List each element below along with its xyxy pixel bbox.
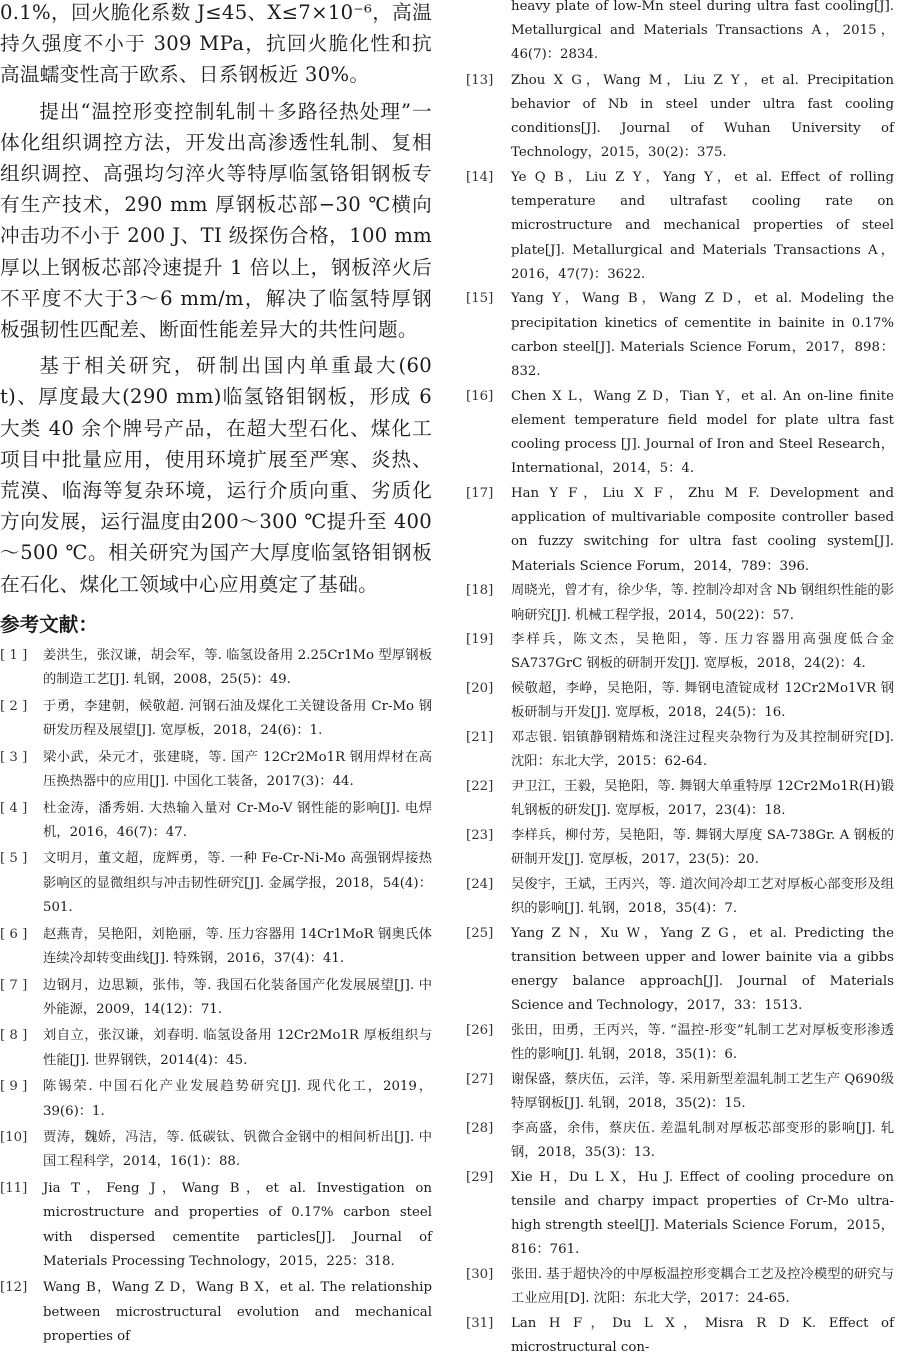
reference-number: [17]: [466, 486, 494, 502]
reference-text: Lan H F，Du L X，Misra R D K. Effect of microstructural con-: [511, 1315, 894, 1356]
reference-text: 张田，田勇，王丙兴，等. “温控-形变”轧制工艺对厚板变形渗透性的影响[J]. 轧钢，2018，35(1)：6.: [511, 1023, 894, 1063]
reference-number: [25]: [466, 925, 494, 941]
reference-item: [466, 287, 894, 384]
reference-number: [ 1 ]: [0, 647, 28, 663]
reference-number: [15]: [466, 291, 494, 307]
reference-number: [29]: [466, 1169, 494, 1185]
reference-number: [14]: [466, 169, 494, 185]
reference-item: [466, 628, 894, 676]
reference-text: 张田. 基于超快冷的中厚板温控形变耦合工艺及控冷模型的研究与工业应用[D]. 沈阳：东北大学，2017：24-65.: [511, 1267, 894, 1307]
reference-item: [466, 1312, 894, 1360]
reference-text: Chen X L，Wang Z D，Tian Y，et al. An on-line finite element temperature field model for plate ultra fast cooling process [J]. Journal of Iron and Steel Research，International，2014，5：4.: [511, 388, 894, 477]
reference-number: [26]: [466, 1023, 494, 1039]
reference-text: 李高盛，余伟，蔡庆伍. 差温轧制对厚板芯部变形的影响[J]. 轧钢，2018，35(3)：13.: [511, 1120, 894, 1161]
reference-text: 杜金涛，潘秀娟. 大热输入量对 Cr-Mo-V 钢性能的影响[J]. 电焊机，2016，46(7)：47.: [43, 800, 432, 840]
reference-text: 尹卫江，王毅，吴艳阳，等. 舞钢大单重特厚 12Cr2Mo1R(H)锻轧钢板的研发[J]. 宽厚板，2017，23(4)：18.: [511, 779, 894, 819]
reference-item: [466, 922, 894, 1019]
reference-item: [0, 1177, 432, 1274]
reference-number: [24]: [466, 876, 494, 892]
left-column: [0, 0, 432, 1352]
reference-number: [ 3 ]: [0, 749, 28, 765]
reference-continuation: [466, 0, 894, 68]
reference-item: [0, 695, 432, 743]
reference-text: 姜洪生，张汉谦，胡会军，等. 临氢设备用 2.25Cr1Mo 型厚钢板的制造工艺[J]. 轧钢，2008，25(5)：49.: [43, 647, 432, 688]
body-paragraph-2: 提出“温控形变控制轧制＋多路径热处理”一体化组织调控方法，开发出高渗透性轧制、复相组织调控、高强均匀淬火等特厚临氢铬钼钢板专有生产技术，290 mm 厚钢板芯部−30 ℃横向冲击功不小于 200 J、TI 级探伤合格，100 mm 厚以上钢板芯部冷速提升 1 倍以上，钢板淬火后不平度不大于3～6 mm/m，解决了临氢特厚钢板强韧性匹配差、断面性能差异大的共性问题。: [0, 99, 432, 342]
reference-item: [466, 824, 894, 872]
reference-text: 周晓光，曾才有，徐少华，等. 控制冷却对含 Nb 钢组织性能的影响研究[J]. 机械工程学报，2014，50(22)：57.: [511, 583, 894, 623]
reference-number: [11]: [0, 1181, 28, 1197]
references-heading: 参考文献：: [0, 612, 98, 636]
references-list-left: [0, 644, 432, 1349]
reference-number: [12]: [0, 1280, 28, 1296]
references-list-right: [466, 69, 894, 1361]
reference-text: 李样兵，陈文杰，吴艳阳，等. 压力容器用高强度低合金 SA737GrC 钢板的研制开发[J]. 宽厚板，2018，24(2)：4.: [511, 632, 894, 672]
reference-item: [466, 775, 894, 823]
reference-item: [466, 482, 894, 579]
reference-number: [27]: [466, 1071, 494, 1087]
reference-item: [466, 1019, 894, 1067]
reference-item: [466, 1117, 894, 1165]
reference-item: [466, 385, 894, 482]
reference-item: [0, 1024, 432, 1072]
reference-text: 候敬超，李峥，吴艳阳，等. 舞钢电渣锭成材 12Cr2Mo1VR 钢板研制与开发[J]. 宽厚板，2018，24(5)：16.: [511, 681, 894, 721]
reference-number: [13]: [466, 72, 494, 88]
reference-item: [0, 746, 432, 794]
reference-text: Yang Y，Wang B，Wang Z D，et al. Modeling the precipitation kinetics of cementite in bainite in 0.17% carbon steel[J]. Materials Science Forum，2017，898：832.: [511, 291, 894, 380]
reference-text: Jia T，Feng J，Wang B，et al. Investigation on microstructure and properties of 0.17% carbon steel with dispersed cementite particles[J]. Journal of Materials Processing Technology，2015，225：318.: [43, 1181, 432, 1269]
reference-item: [0, 923, 432, 971]
reference-item: [466, 873, 894, 921]
reference-number: [ 4 ]: [0, 800, 28, 816]
reference-number: [22]: [466, 779, 494, 794]
body-paragraph-3: 基于相关研究，研制出国内单重最大(60 t)、厚度最大(290 mm)临氢铬钼钢板，形成 6 大类 40 余个牌号产品，在超大型石化、煤化工项目中批量应用，使用环境扩展至严寒、炎热、荒漠、临海等复杂环境，运行介质向重、劣质化方向发展，运行温度由200～300 ℃提升至 400～500 ℃。相关研究为国产大厚度临氢铬钼钢板在石化、煤化工领域中心应用奠定了基础。: [0, 354, 432, 596]
reference-text: 梁小武，朵元才，张建晓，等. 国产 12Cr2Mo1R 钢用焊材在高压换热器中的应用[J]. 中国化工装备，2017(3)：44.: [43, 749, 432, 789]
reference-item: [0, 644, 432, 692]
reference-number: [19]: [466, 632, 494, 648]
reference-text: 李样兵，柳付芳，吴艳阳，等. 舞钢大厚度 SA-738Gr. A 钢板的研制开发[J]. 宽厚板，2017，23(5)：20.: [511, 827, 894, 868]
reference-text: Wang B，Wang Z D，Wang B X，et al. The relationship between microstructural evolution and mechanical properties of: [43, 1280, 432, 1344]
reference-number: [28]: [466, 1120, 494, 1136]
reference-item: [466, 677, 894, 725]
reference-item: [466, 1263, 894, 1311]
reference-item: [466, 1166, 894, 1263]
reference-item: [0, 1126, 432, 1174]
reference-item: [466, 69, 894, 166]
reference-item: [466, 579, 894, 627]
reference-number: [ 5 ]: [0, 851, 28, 867]
reference-continuation-text: heavy plate of low-Mn steel during ultra fast cooling[J]. Metallurgical and Materials Transactions A，2015，46(7)：2834.: [511, 0, 894, 63]
reference-text: 边钢月，边思颖，张伟，等. 我国石化装备国产化发展展望[J]. 中外能源，2009，14(12)：71.: [43, 977, 432, 1017]
reference-text: Ye Q B，Liu Z Y，Yang Y，et al. Effect of rolling temperature and ultrafast cooling rate on microstructure and mechanical properties of steel plate[J]. Metallurgical and Materials Transactions A，2016，47(7)：3622.: [511, 169, 894, 282]
reference-text: 陈锡荣. 中国石化产业发展趋势研究[J]. 现代化工，2019，39(6)：1.: [43, 1079, 432, 1119]
reference-item: [466, 1068, 894, 1116]
reference-number: [31]: [466, 1315, 494, 1331]
reference-text: Zhou X G，Wang M，Liu Z Y，et al. Precipitation behavior of Nb in steel under ultra fast cooling conditions[J]. Journal of Wuhan University of Technology，2015，30(2)：375.: [511, 72, 894, 161]
reference-text: Han Y F，Liu X F，Zhu M F. Development and application of multivariable composite controller based on fuzzy switching for ultra fast cooling system[J]. Materials Science Forum，2014，789：396.: [511, 486, 894, 574]
reference-item: [0, 1276, 432, 1349]
reference-number: [ 2 ]: [0, 698, 28, 714]
reference-number: [ 9 ]: [0, 1079, 28, 1095]
reference-number: [18]: [466, 583, 494, 599]
reference-text: Xie H，Du L X，Hu J. Effect of cooling procedure on tensile and charpy impact properties of Cr-Mo ultra-high strength steel[J]. Materials Science Forum，2015，816：761.: [511, 1169, 894, 1258]
reference-text: 贾涛，魏娇，冯洁，等. 低碳钛、钒微合金钢中的相间析出[J]. 中国工程科学，2014，16(1)：88.: [43, 1130, 432, 1170]
reference-item: [0, 797, 432, 845]
reference-number: [10]: [0, 1130, 28, 1146]
reference-number: [16]: [466, 388, 494, 404]
reference-item: [0, 847, 432, 920]
reference-number: [30]: [466, 1267, 494, 1283]
reference-text: 文明月，董文超，庞辉勇，等. 一种 Fe-Cr-Ni-Mo 高强钢焊接热影响区的显微组织与冲击韧性研究[J]. 金属学报，2018，54(4)：501.: [43, 851, 432, 915]
body-paragraph-1: 0.1%，回火脆化系数 J≤45、X≤7×10⁻⁶，高温持久强度不小于 309 MPa，抗回火脆化性和抗高温蠕变性高于欧系、日系钢板近 30%。: [0, 1, 432, 87]
reference-number: [21]: [466, 730, 494, 746]
reference-text: 赵燕青，吴艳阳，刘艳丽，等. 压力容器用 14Cr1MoR 钢奥氏体连续冷却转变曲线[J]. 特殊钢，2016，37(4)：41.: [43, 926, 432, 966]
reference-item: [466, 726, 894, 774]
reference-text: Yang Z N，Xu W，Yang Z G，et al. Predicting the transition between upper and lower bainite via a gibbs energy balance approach[J]. Journal of Materials Science and Technology，2017，33：1513.: [511, 925, 894, 1014]
reference-number: [23]: [466, 827, 494, 843]
reference-number: [ 6 ]: [0, 926, 28, 942]
reference-item: [466, 166, 894, 287]
reference-text: 邓志银. 铝镇静钢精炼和浇注过程夹杂物行为及其控制研究[D]. 沈阳：东北大学，2015：62-64.: [511, 730, 894, 770]
reference-number: [ 8 ]: [0, 1028, 28, 1044]
reference-number: [20]: [466, 681, 494, 697]
reference-text: 吴俊宇，王斌，王丙兴，等. 道次间冷却工艺对厚板心部变形及组织的影响[J]. 轧钢，2018，35(4)：7.: [511, 876, 894, 917]
reference-text: 谢保盛，蔡庆伍，云洋，等. 采用新型差温轧制工艺生产 Q690级特厚钢板[J]. 轧钢，2018，35(2)：15.: [511, 1071, 894, 1112]
reference-text: 于勇，李建朝，候敬超. 河钢石油及煤化工关键设备用 Cr-Mo 钢研发历程及展望[J]. 宽厚板，2018，24(6)：1.: [43, 698, 432, 738]
reference-number: [ 7 ]: [0, 977, 28, 993]
right-column: [466, 0, 894, 1361]
reference-item: [0, 974, 432, 1022]
reference-text: 刘自立，张汉谦，刘春明. 临氢设备用 12Cr2Mo1R 厚板组织与性能[J]. 世界钢铁，2014(4)：45.: [43, 1028, 432, 1068]
reference-item: [0, 1075, 432, 1123]
